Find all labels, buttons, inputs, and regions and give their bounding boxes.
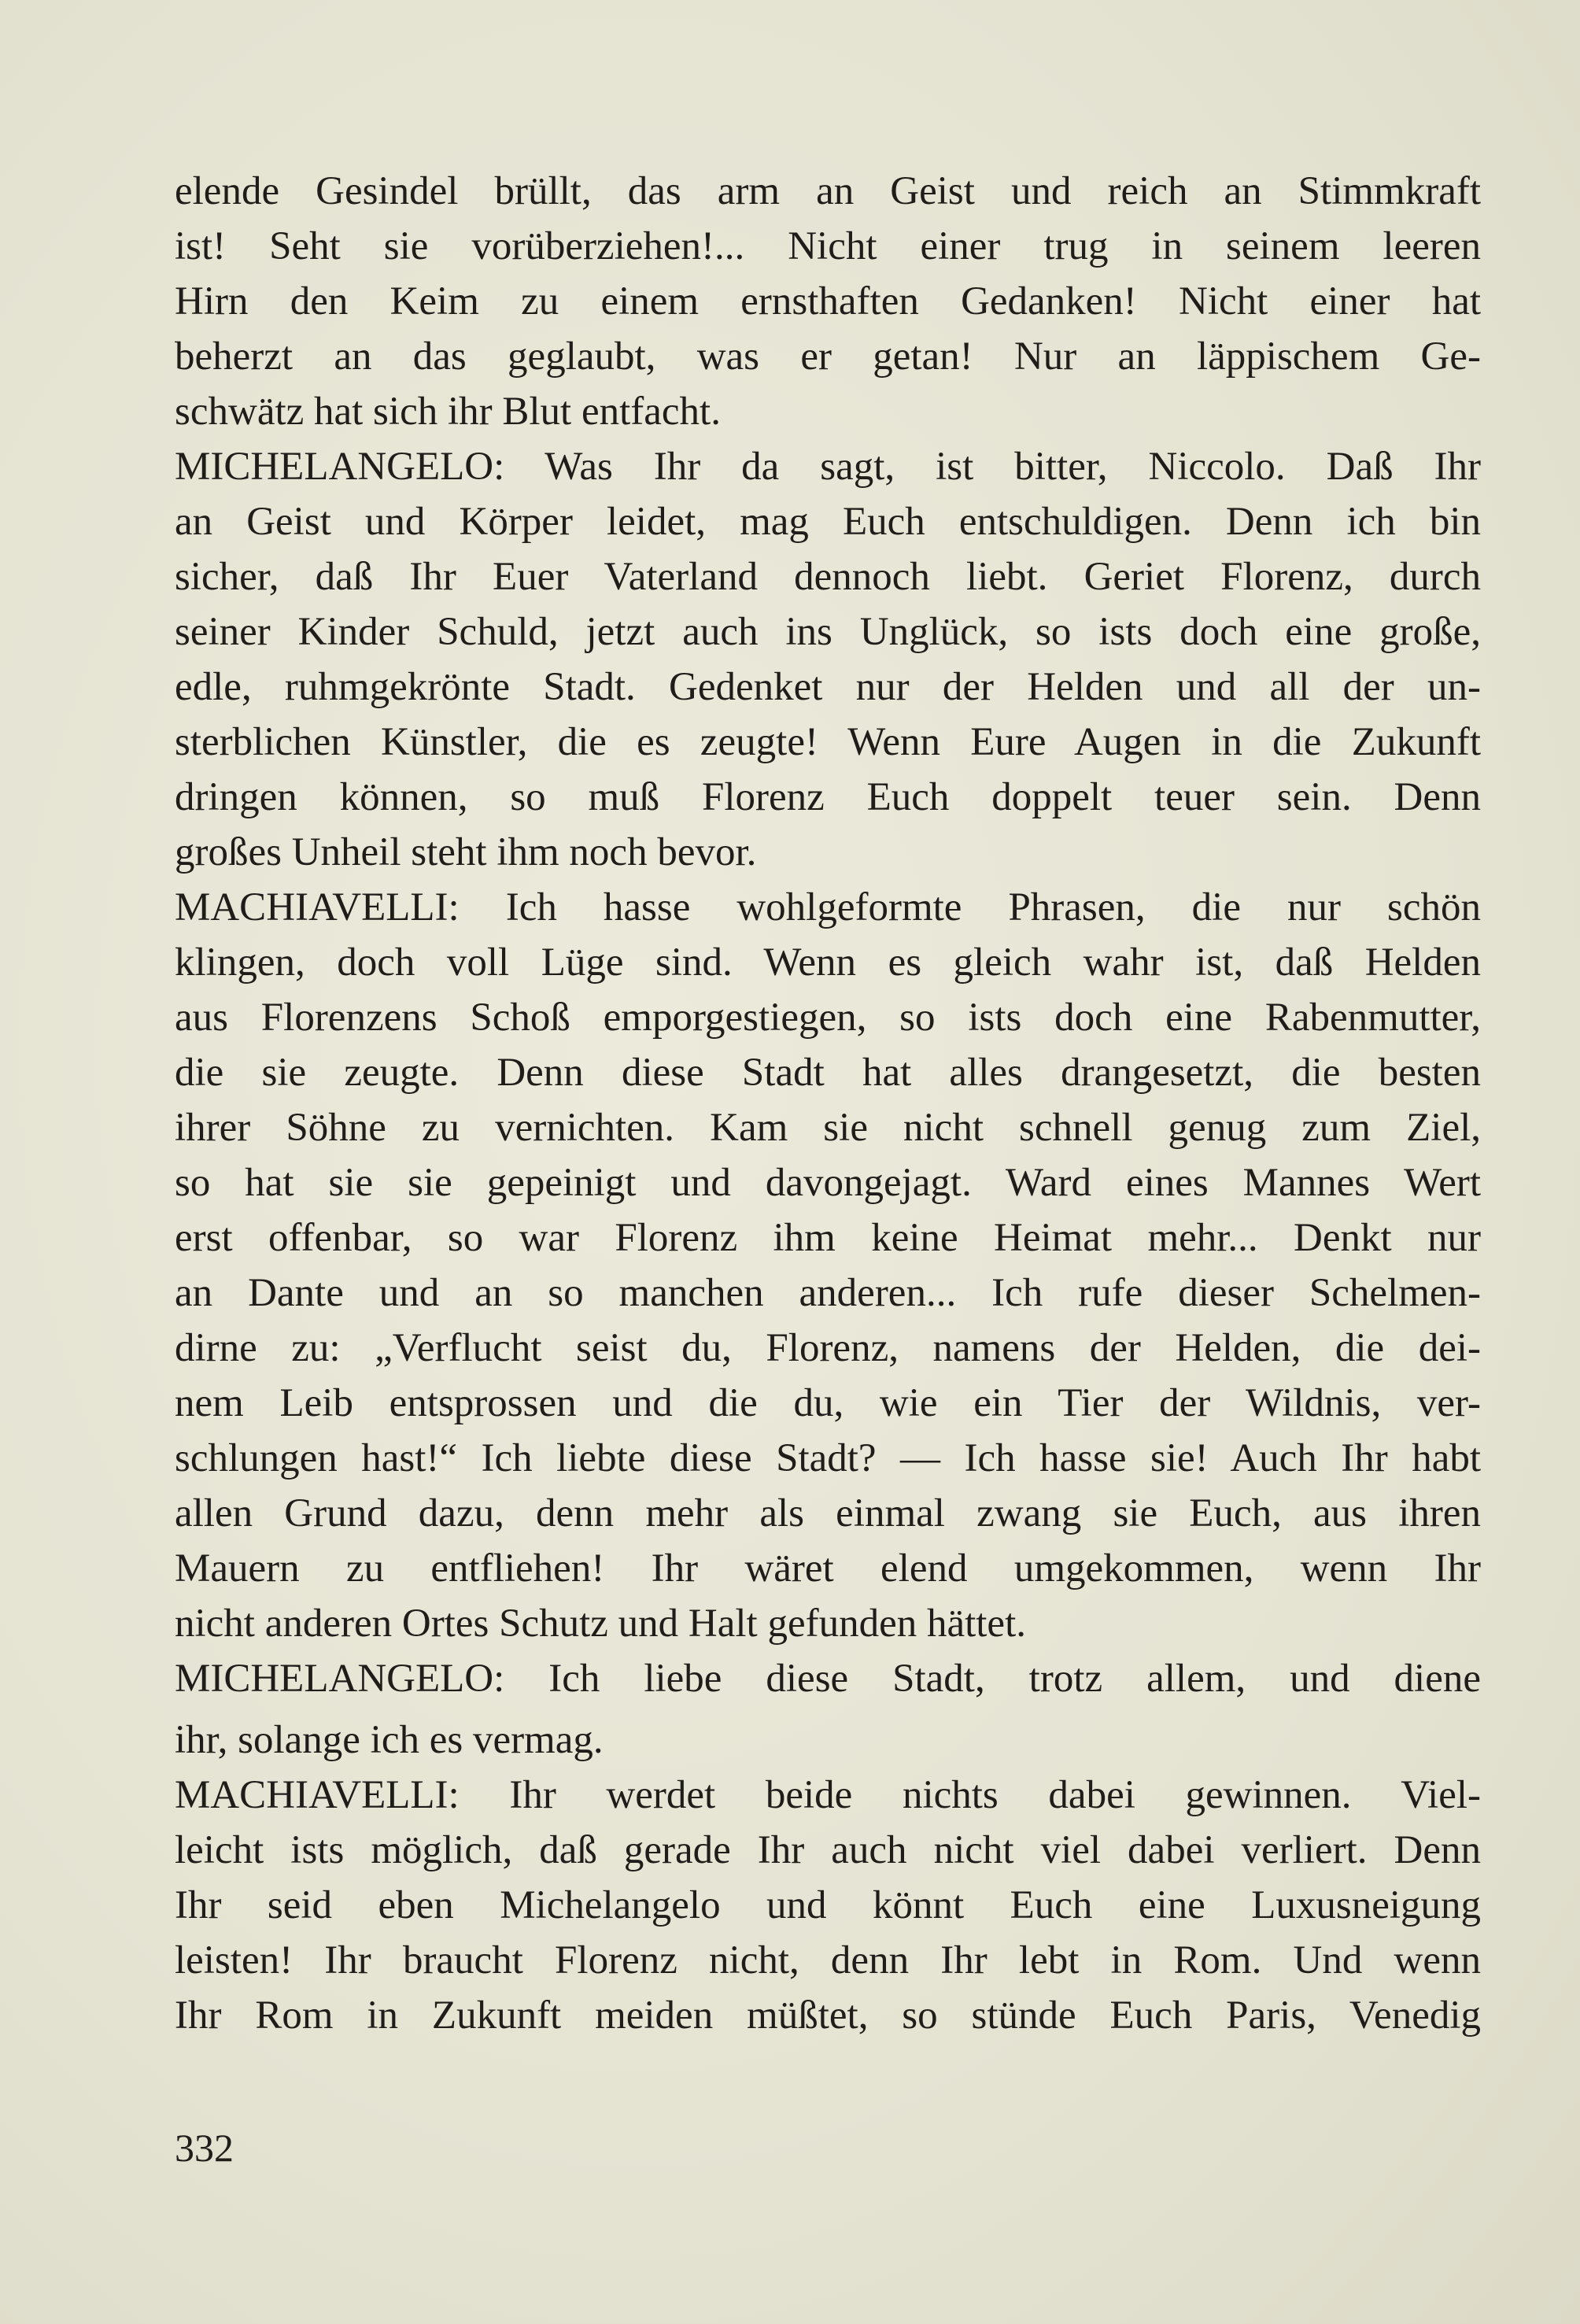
text-line: schlungen hast!“ Ich liebte diese Stadt? — Ich hasse sie! Auch Ihr habt [175,1436,1481,1480]
text-line: elende Gesindel brüllt, das arm an Geist und reich an Stimmkraft [175,169,1481,213]
text-line: an Dante und an so manchen anderen... Ich rufe dieser Schelmen- [175,1271,1481,1315]
text-line: sterblichen Künstler, die es zeugte! Wenn Eure Augen in die Zukunft [175,720,1481,764]
text-line: Ihr seid eben Michelangelo und könnt Euch eine Luxusneigung [175,1883,1481,1927]
text-line: erst offenbar, so war Florenz ihm keine Heimat mehr... Denkt nur [175,1216,1481,1260]
text-line: Ihr Rom in Zukunft meiden müßtet, so stünde Euch Paris, Venedig [175,1993,1481,2038]
text-line: großes Unheil steht ihm noch bevor. [175,830,757,874]
text-line: MICHELANGELO: Was Ihr da sagt, ist bitter, Niccolo. Daß Ihr [175,445,1481,489]
text-line: nicht anderen Ortes Schutz und Halt gefunden hättet. [175,1602,1026,1646]
text-line: schwätz hat sich ihr Blut entfacht. [175,390,721,434]
body-text [175,164,1481,2043]
text-line: seiner Kinder Schuld, jetzt auch ins Unglück, so ists doch eine große, [175,610,1481,654]
text-line: edle, ruhmgekrönte Stadt. Gedenket nur der Helden und all der un- [175,665,1481,709]
text-line: ihrer Söhne zu vernichten. Kam sie nicht schnell genug zum Ziel, [175,1106,1481,1150]
text-line: leisten! Ihr braucht Florenz nicht, denn Ihr lebt in Rom. Und wenn [175,1938,1481,1982]
text-line: sicher, daß Ihr Euer Vaterland dennoch liebt. Geriet Florenz, durch [175,555,1481,599]
text-line: klingen, doch voll Lüge sind. Wenn es gleich wahr ist, daß Helden [175,940,1481,985]
text-line: MACHIAVELLI: Ich hasse wohlgeformte Phrasen, die nur schön [175,885,1481,929]
text-line: an Geist und Körper leidet, mag Euch entschuldigen. Denn ich bin [175,500,1481,544]
text-line: nem Leib entsprossen und die du, wie ein Tier der Wildnis, ver- [175,1381,1481,1425]
text-line: ihr, solange ich es vermag. [175,1718,604,1762]
text-line: MACHIAVELLI: Ihr werdet beide nichts dabei gewinnen. Viel- [175,1773,1481,1817]
text-line: ist! Seht sie vorüberziehen!... Nicht einer trug in seinem leeren [175,224,1481,268]
text-line: dringen können, so muß Florenz Euch doppelt teuer sein. Denn [175,775,1481,819]
text-line: so hat sie sie gepeinigt und davongejagt. Ward eines Mannes Wert [175,1161,1481,1205]
text-line: dirne zu: „Verflucht seist du, Florenz, namens der Helden, die dei- [175,1326,1481,1370]
text-line: Hirn den Keim zu einem ernsthaften Gedanken! Nicht einer hat [175,279,1481,323]
text-line: allen Grund dazu, denn mehr als einmal zwang sie Euch, aus ihren [175,1491,1481,1535]
text-line: die sie zeugte. Denn diese Stadt hat alles drangesetzt, die besten [175,1051,1481,1095]
text-line: aus Florenzens Schoß emporgestiegen, so ists doch eine Rabenmutter, [175,996,1481,1040]
text-line: Mauern zu entfliehen! Ihr wäret elend umgekommen, wenn Ihr [175,1546,1481,1591]
text-line: MICHELANGELO: Ich liebe diese Stadt, trotz allem, und diene [175,1657,1481,1701]
text-line: beherzt an das geglaubt, was er getan! Nur an läppischem Ge- [175,334,1481,379]
text-line: leicht ists möglich, daß gerade Ihr auch nicht viel dabei verliert. Denn [175,1828,1481,1872]
page-number: 332 [175,2126,234,2170]
